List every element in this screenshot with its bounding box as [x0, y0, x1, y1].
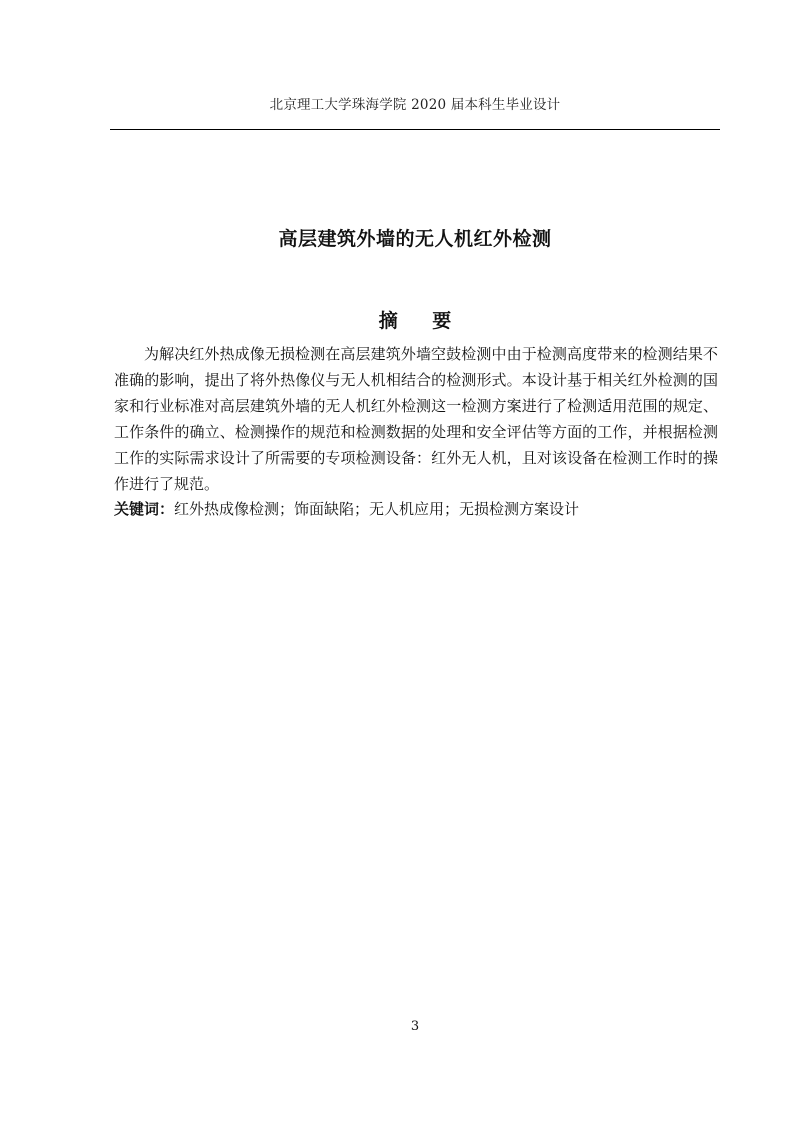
keywords-label: 关键词： — [114, 500, 175, 518]
header-divider — [110, 129, 720, 130]
keywords-line — [114, 496, 718, 522]
running-header: 北京理工大学珠海学院 2020 届本科生毕业设计 — [269, 97, 561, 113]
page-number: 3 — [410, 1019, 420, 1034]
abstract-heading: 摘 要 — [378, 310, 466, 332]
keywords-text: 红外热成像检测；饰面缺陷；无人机应用；无损检测方案设计 — [174, 500, 580, 518]
thesis-title: 高层建筑外墙的无人机红外检测 — [278, 228, 552, 250]
abstract-paragraph: 为解决红外热成像无损检测在高层建筑外墙空鼓检测中由于检测高度带来的检测结果不准确的影响，提出了将外热像仪与无人机相结合的检测形式。本设计基于相关红外检测的国家和行业标准对高层建筑外墙的无人机红外检测这一检测方案进行了检测适用范围的规定、工作条件的确立、检测操作的规范和检测数据的处理和安全评估等方面的工作，并根据检测工作的实际需求设计了所需要的专项检测设备：红外无人机，且对该设备在检测工作时的操作进行了规范。 — [114, 345, 718, 493]
